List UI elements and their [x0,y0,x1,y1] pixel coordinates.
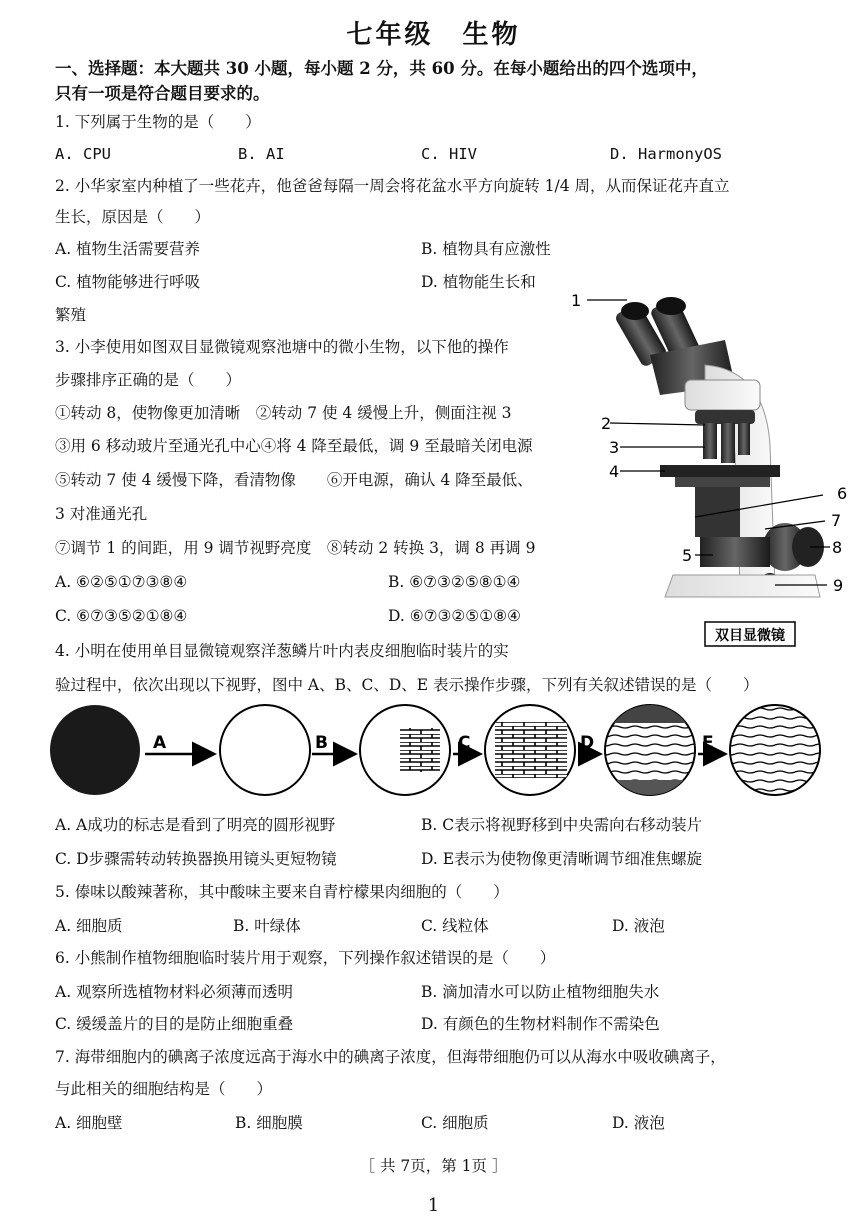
q3-step-line-2: ③用 6 移动玻片至通光孔中心④将 4 降至最低，调 9 至最暗关闭电源 [55,437,533,455]
label-8: 8 [832,538,843,557]
q4-option-b: B. C表示将视野移到中央需向右移动装片 [421,816,703,834]
q3-stem: 3. 小李使用如图双目显微镜观察池塘中的微小生物，以下他的操作 [55,338,509,356]
q7-stem: 7. 海带细胞内的碘离子浓度远高于海水中的碘离子浓度，但海带细胞仍可以从海水中吸收碘离子， [55,1048,726,1066]
arrow-label-c: C [458,733,471,753]
q7-stem-cont: 与此相关的细胞结构是（ ） [55,1080,273,1098]
arrow-label-a: A [153,733,167,753]
q7-option-a: A. 细胞壁 [55,1114,123,1132]
figure-caption: 双目显微镜 [715,628,785,644]
q2-option-d: D. 植物能生长和 [421,273,536,291]
q3-step-line-4: 3 对准通光孔 [55,505,148,523]
q3-option-c: C. ⑥⑦③⑤②①⑧④ [55,607,188,625]
stage [660,465,780,477]
q2-stem: 2. 小华家室内种植了一些花卉，他爸爸每隔一周会将花盆水平方向旋转 1/4 周，从而保证花卉直立 [55,177,730,195]
q7-option-d: D. 液泡 [612,1114,665,1132]
view-bright [220,705,310,795]
q3-step-line-3: ⑤转动 7 使 4 缓慢下降，看清物像 ⑥开电源，确认 4 降至最低、 [55,471,533,489]
q6-stem: 6. 小熊制作植物细胞临时装片用于观察，下列操作叙述错误的是（ ） [55,949,556,967]
label-6: 6 [837,484,848,503]
page-number: 1 [427,1195,440,1216]
label-4: 4 [609,462,620,481]
q3-option-b: B. ⑥⑦③②⑤⑧①④ [388,573,521,591]
arrow-label-b: B [315,733,328,753]
q7-option-b: B. 细胞膜 [235,1114,303,1132]
q1-stem: 1. 下列属于生物的是（ ） [55,113,261,131]
q6-option-b: B. 滴加清水可以防止植物细胞失水 [421,983,660,1001]
q4-option-a: A. A成功的标志是看到了明亮的圆形视野 [55,816,336,834]
q5-option-b: B. 叶绿体 [233,917,301,935]
q2-stem-cont: 生长，原因是（ ） [55,208,211,226]
arrow-label-d: D [580,733,595,753]
q1-option-d: D. HarmonyOS [610,145,722,163]
q3-option-d: D. ⑥⑦③②⑤①⑧④ [388,607,521,625]
q3-step-line-1: ①转动 8，使物像更加清晰 ②转动 7 使 4 缓慢上升，侧面注视 3 [55,404,512,422]
q6-option-a: A. 观察所选植物材料必须薄而透明 [55,983,294,1001]
q2-option-c: C. 植物能够进行呼吸 [55,273,201,291]
label-3: 3 [609,438,620,457]
label-7: 7 [831,511,842,530]
q1-option-b: B. AI [238,145,285,163]
view-dark [50,705,140,795]
page-title: 七年级 生物 [346,20,521,50]
q5-option-c: C. 线粒体 [421,917,489,935]
q5-option-a: A. 细胞质 [55,917,123,935]
binocular-microscope-figure [565,285,855,655]
arrow-label-e: E [702,733,714,753]
label-5: 5 [682,546,693,565]
q4-stem: 4. 小明在使用单目显微镜观察洋葱鳞片叶内表皮细胞临时装片的实 [55,642,509,660]
q5-stem: 5. 傣味以酸辣著称，其中酸味主要来自青柠檬果肉细胞的（ ） [55,883,509,901]
q6-option-d: D. 有颜色的生物材料制作不需染色 [421,1015,660,1033]
q1-option-a: A. CPU [55,145,111,163]
q4-option-d: D. E表示为使物像更清晰调节细准焦螺旋 [421,850,703,868]
q5-option-d: D. 液泡 [612,917,665,935]
q2-option-a: A. 植物生活需要营养 [55,240,201,258]
q6-option-c: C. 缓缓盖片的目的是防止细胞重叠 [55,1015,294,1033]
q1-option-c: C. HIV [421,145,477,163]
microscope-view-sequence [50,702,830,802]
q7-option-c: C. 细胞质 [421,1114,489,1132]
label-2: 2 [601,414,612,433]
q2-option-b: B. 植物具有应激性 [421,240,551,258]
section-heading: 一、选择题：本大题共 30 小题，每小题 2 分，共 60 分。在每小题给出的四个选项中， [55,59,708,78]
q3-stem-cont: 步骤排序正确的是（ ） [55,371,242,389]
q3-step-line-5: ⑦调节 1 的间距，用 9 调节视野亮度 ⑧转动 2 转换 3，调 8 再调 9 [55,539,536,557]
label-9: 9 [833,576,844,595]
label-1: 1 [571,291,582,310]
page-count: ［ 共 7页，第 1页 ］ [359,1157,508,1175]
q4-option-c: C. D步骤需转动转换器换用镜头更短物镜 [55,850,337,868]
q3-option-a: A. ⑥②⑤①⑦③⑧④ [55,573,188,591]
q4-stem-cont: 验过程中，依次出现以下视野，图中 A、B、C、D、E 表示操作步骤，下列有关叙述错误的是（ ） [55,676,759,694]
section-heading-cont: 只有一项是符合题目要求的。 [55,84,270,103]
q2-option-d-cont: 繁殖 [55,306,87,324]
